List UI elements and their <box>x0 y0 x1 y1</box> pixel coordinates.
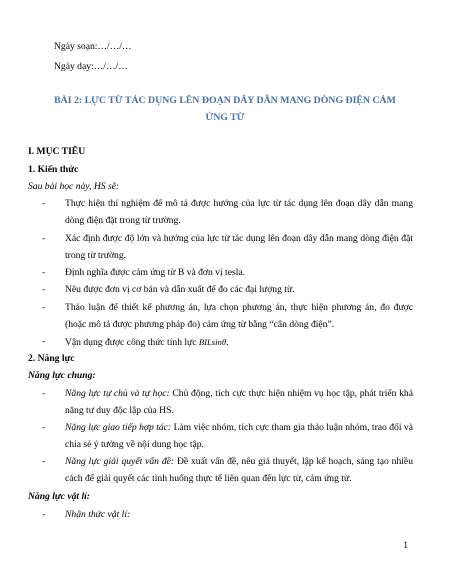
general-item: Năng lực tự chủ và tự học: Chủ động, tích cực thực hiện nhiệm vụ học tập, phát triển khả năng tư duy độc lập của HS. <box>65 388 413 416</box>
subsection-competence-heading: 2. Năng lực <box>28 353 75 364</box>
knowledge-item: Nêu được đơn vị cơ bản và dẫn xuất để đo các đại lượng từ. <box>65 284 295 295</box>
bullet-dash: - <box>42 233 46 244</box>
general-competence-heading: Năng lực chung: <box>28 370 96 381</box>
knowledge-item-formula-line: Vận dụng được công thức tính lực BILsinθ. <box>65 337 229 348</box>
bullet-dash: - <box>42 302 46 313</box>
teach-date: Ngày dạy:…/…/… <box>54 61 128 72</box>
knowledge-item: Vận dụng được công thức tính lực <box>65 337 199 348</box>
bullet-dash: - <box>42 336 46 347</box>
page-number: 1 <box>403 540 408 551</box>
knowledge-item: Xác định được độ lớn và hướng của lực từ tác dụng lên đoạn dây dẫn mang dòng điện đặt trong từ trường. <box>65 233 413 261</box>
prep-date: Ngày soạn:…/…/… <box>54 41 132 52</box>
bullet-dash: - <box>42 284 46 295</box>
general-item: Năng lực giao tiếp hợp tác: Làm việc nhóm, tích cực tham gia thảo luận nhóm, trao đổi và chia sẻ ý tưởng về nội dung học tập. <box>65 422 413 450</box>
section-heading: I. MỤC TIÊU <box>28 146 86 157</box>
bullet-dash: - <box>42 267 46 278</box>
bullet-dash: - <box>42 456 46 467</box>
bullet-dash: - <box>42 422 46 433</box>
subsection-knowledge-heading: 1. Kiến thức <box>28 164 79 175</box>
knowledge-item: Thảo luận để thiết kế phương án, lựa chọn phương án, thực hiện phương án, đo được (hoặc mô tả được phương pháp đo) cảm ứng từ bằng “cân dòng điện”. <box>65 302 413 330</box>
physics-competence-heading: Năng lực vật lí: <box>28 491 90 502</box>
knowledge-item: Định nghĩa được cảm ứng từ B và đơn vị tesla. <box>65 267 246 278</box>
lesson-title-line1: BÀI 2: LỰC TỪ TÁC DỤNG LÊN ĐOẠN DÂY DẪN MANG DÒNG ĐIỆN CẢM <box>54 95 396 106</box>
physics-item: Nhận thức vật lí: <box>65 509 131 520</box>
bullet-dash: - <box>42 388 46 399</box>
general-item: Năng lực giải quyết vấn đề: Đề xuất vấn đề, nêu giả thuyết, lập kế hoạch, sáng tạo nhiều cách để giải quyết các tình huống thực tế liên quan đến lực từ, cảm ứng từ. <box>65 456 413 484</box>
lesson-title-line2: ỨNG TỪ <box>205 112 245 123</box>
knowledge-item: Thực hiện thí nghiệm để mô tả được hướng của lực từ tác dụng lên đoạn dây dẫn mang dòng điện đặt trong từ trường. <box>65 198 413 226</box>
bullet-dash: - <box>42 509 46 520</box>
formula: BILsinθ <box>198 337 227 347</box>
bullet-dash: - <box>42 198 46 209</box>
intro-text: Sau bài học này, HS sẽ: <box>28 181 120 192</box>
